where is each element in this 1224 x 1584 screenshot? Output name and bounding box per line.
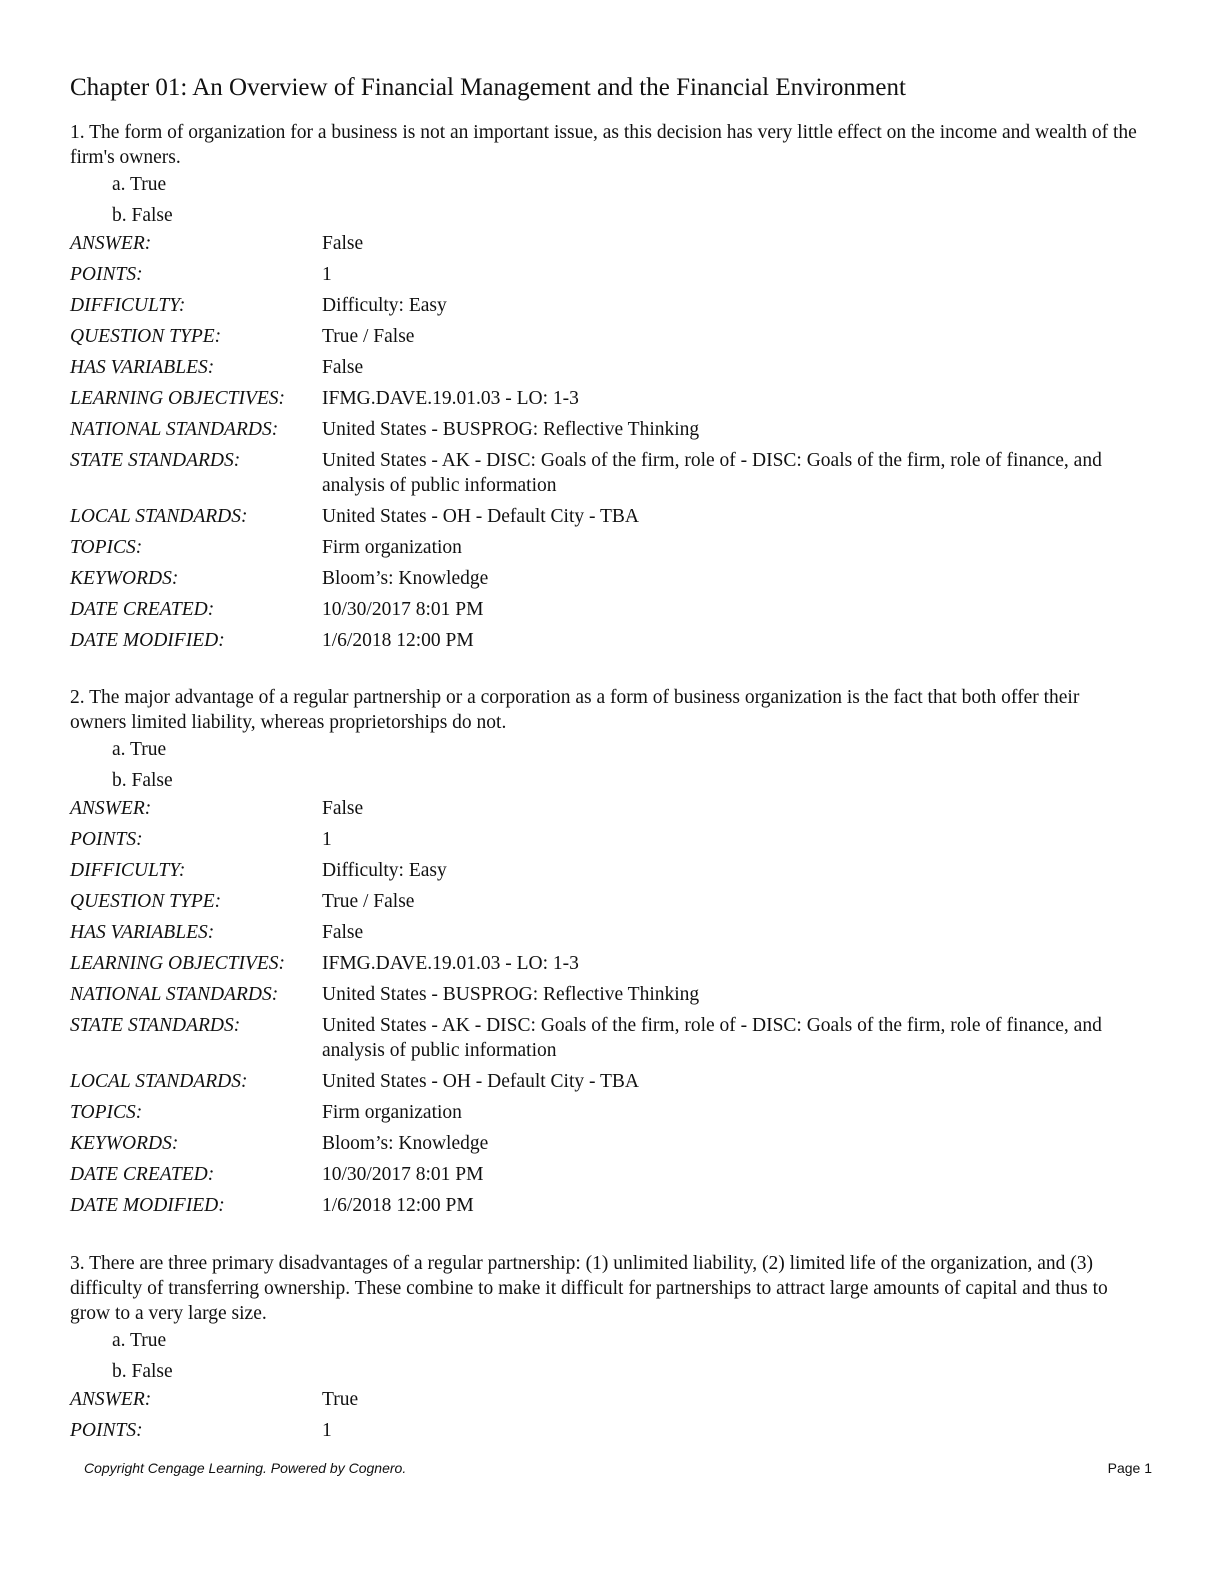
- meta-value: False: [322, 798, 364, 819]
- meta-label: HAS VARIABLES:: [70, 357, 215, 378]
- meta-label: DATE MODIFIED:: [70, 630, 225, 651]
- meta-value: True: [322, 1389, 359, 1410]
- chapter-title: Chapter 01: An Overview of Financial Management and the Financial Environment: [70, 74, 906, 101]
- meta-value: False: [322, 922, 364, 943]
- meta-difficulty: [70, 858, 1140, 889]
- meta-value: 1: [322, 264, 332, 285]
- meta-label: DATE CREATED:: [70, 599, 215, 620]
- question-text: 3. There are three primary disadvantages of a regular partnership: (1) unlimited liability, (2) limited life of the organization, and (3) difficulty of transferring ownership. These combine to make it difficult for partnerships to attract large amounts of capital and thus to grow to a very large size.: [70, 1253, 1108, 1324]
- meta-learning-objectives: [70, 386, 1140, 417]
- meta-label: ANSWER:: [70, 233, 152, 254]
- option-true: a. True: [112, 739, 167, 760]
- meta-question-type: [70, 889, 1140, 920]
- meta-value: United States - OH - Default City - TBA: [322, 1071, 640, 1092]
- meta-value: 1: [322, 829, 332, 850]
- meta-label: STATE STANDARDS:: [70, 450, 241, 471]
- meta-label: POINTS:: [70, 829, 143, 850]
- meta-keywords: [70, 566, 1140, 597]
- meta-local-standards: [70, 1069, 1140, 1100]
- meta-topics: [70, 1100, 1140, 1131]
- meta-label: KEYWORDS:: [70, 1133, 179, 1154]
- meta-value: United States - BUSPROG: Reflective Thinking: [322, 984, 700, 1005]
- meta-value: 1/6/2018 12:00 PM: [322, 630, 474, 651]
- meta-value: IFMG.DAVE.19.01.03 - LO: 1-3: [322, 388, 579, 409]
- meta-national-standards: [70, 982, 1140, 1013]
- meta-learning-objectives: [70, 951, 1140, 982]
- meta-value: False: [322, 233, 364, 254]
- meta-label: POINTS:: [70, 264, 143, 285]
- meta-value: Difficulty: Easy: [322, 860, 447, 881]
- meta-value: IFMG.DAVE.19.01.03 - LO: 1-3: [322, 953, 579, 974]
- meta-date-modified: [70, 1193, 1140, 1224]
- meta-points: [70, 262, 1140, 293]
- meta-label: DIFFICULTY:: [70, 295, 186, 316]
- meta-national-standards: [70, 417, 1140, 448]
- meta-label: DATE CREATED:: [70, 1164, 215, 1185]
- meta-label: NATIONAL STANDARDS:: [70, 984, 279, 1005]
- meta-value: Bloom’s: Knowledge: [322, 1133, 489, 1154]
- option-true: a. True: [112, 174, 167, 195]
- meta-value: 1: [322, 1420, 332, 1441]
- meta-topics: [70, 535, 1140, 566]
- meta-difficulty: [70, 293, 1140, 324]
- meta-label: STATE STANDARDS:: [70, 1015, 241, 1036]
- meta-state-standards: [70, 1013, 1140, 1069]
- meta-label: HAS VARIABLES:: [70, 922, 215, 943]
- meta-value: 10/30/2017 8:01 PM: [322, 1164, 484, 1185]
- meta-value: 10/30/2017 8:01 PM: [322, 599, 484, 620]
- meta-value: Bloom’s: Knowledge: [322, 568, 489, 589]
- meta-state-standards: [70, 448, 1140, 504]
- meta-date-created: [70, 597, 1140, 628]
- copyright-text: Copyright Cengage Learning. Powered by Cognero.: [84, 1460, 407, 1476]
- meta-label: LOCAL STANDARDS:: [70, 1071, 248, 1092]
- meta-value: True / False: [322, 326, 415, 347]
- meta-points: [70, 1418, 1140, 1449]
- meta-answer: [70, 231, 1140, 262]
- meta-value: False: [322, 357, 364, 378]
- meta-date-created: [70, 1162, 1140, 1193]
- meta-label: QUESTION TYPE:: [70, 891, 222, 912]
- meta-label: LEARNING OBJECTIVES:: [70, 953, 286, 974]
- page-number: Page 1: [1107, 1460, 1152, 1476]
- meta-label: QUESTION TYPE:: [70, 326, 222, 347]
- meta-label: POINTS:: [70, 1420, 143, 1441]
- meta-value: 1/6/2018 12:00 PM: [322, 1195, 474, 1216]
- meta-has-variables: [70, 355, 1140, 386]
- meta-label: NATIONAL STANDARDS:: [70, 419, 279, 440]
- meta-value: United States - AK - DISC: Goals of the firm, role of - DISC: Goals of the firm, role of finance, and analysis of public information: [322, 450, 1102, 496]
- question-text: 2. The major advantage of a regular partnership or a corporation as a form of business organization is the fact that both offer their owners limited liability, whereas proprietorships do not.: [70, 687, 1080, 733]
- meta-local-standards: [70, 504, 1140, 535]
- option-true: a. True: [112, 1330, 167, 1351]
- meta-date-modified: [70, 628, 1140, 659]
- meta-answer: [70, 796, 1140, 827]
- meta-value: United States - AK - DISC: Goals of the firm, role of - DISC: Goals of the firm, role of finance, and analysis of public information: [322, 1015, 1102, 1061]
- meta-label: TOPICS:: [70, 1102, 143, 1123]
- meta-has-variables: [70, 920, 1140, 951]
- meta-label: TOPICS:: [70, 537, 143, 558]
- meta-label: LEARNING OBJECTIVES:: [70, 388, 286, 409]
- meta-value: Firm organization: [322, 537, 462, 558]
- option-false: b. False: [112, 769, 173, 791]
- meta-value: Firm organization: [322, 1102, 462, 1123]
- meta-label: KEYWORDS:: [70, 568, 179, 589]
- meta-label: LOCAL STANDARDS:: [70, 506, 248, 527]
- question-2: [70, 685, 1140, 1224]
- meta-value: United States - OH - Default City - TBA: [322, 506, 640, 527]
- meta-value: Difficulty: Easy: [322, 295, 447, 316]
- question-text: 1. The form of organization for a business is not an important issue, as this decision has very little effect on the income and wealth of the firm's owners.: [70, 122, 1137, 168]
- meta-points: [70, 827, 1140, 858]
- meta-value: United States - BUSPROG: Reflective Thinking: [322, 419, 700, 440]
- meta-keywords: [70, 1131, 1140, 1162]
- option-false: b. False: [112, 204, 173, 226]
- meta-label: DATE MODIFIED:: [70, 1195, 225, 1216]
- meta-value: True / False: [322, 891, 415, 912]
- meta-question-type: [70, 324, 1140, 355]
- option-false: b. False: [112, 1360, 173, 1382]
- meta-label: ANSWER:: [70, 798, 152, 819]
- meta-label: ANSWER:: [70, 1389, 152, 1410]
- question-1: [70, 120, 1140, 659]
- meta-label: DIFFICULTY:: [70, 860, 186, 881]
- question-3: [70, 1251, 1140, 1449]
- meta-answer: [70, 1387, 1140, 1418]
